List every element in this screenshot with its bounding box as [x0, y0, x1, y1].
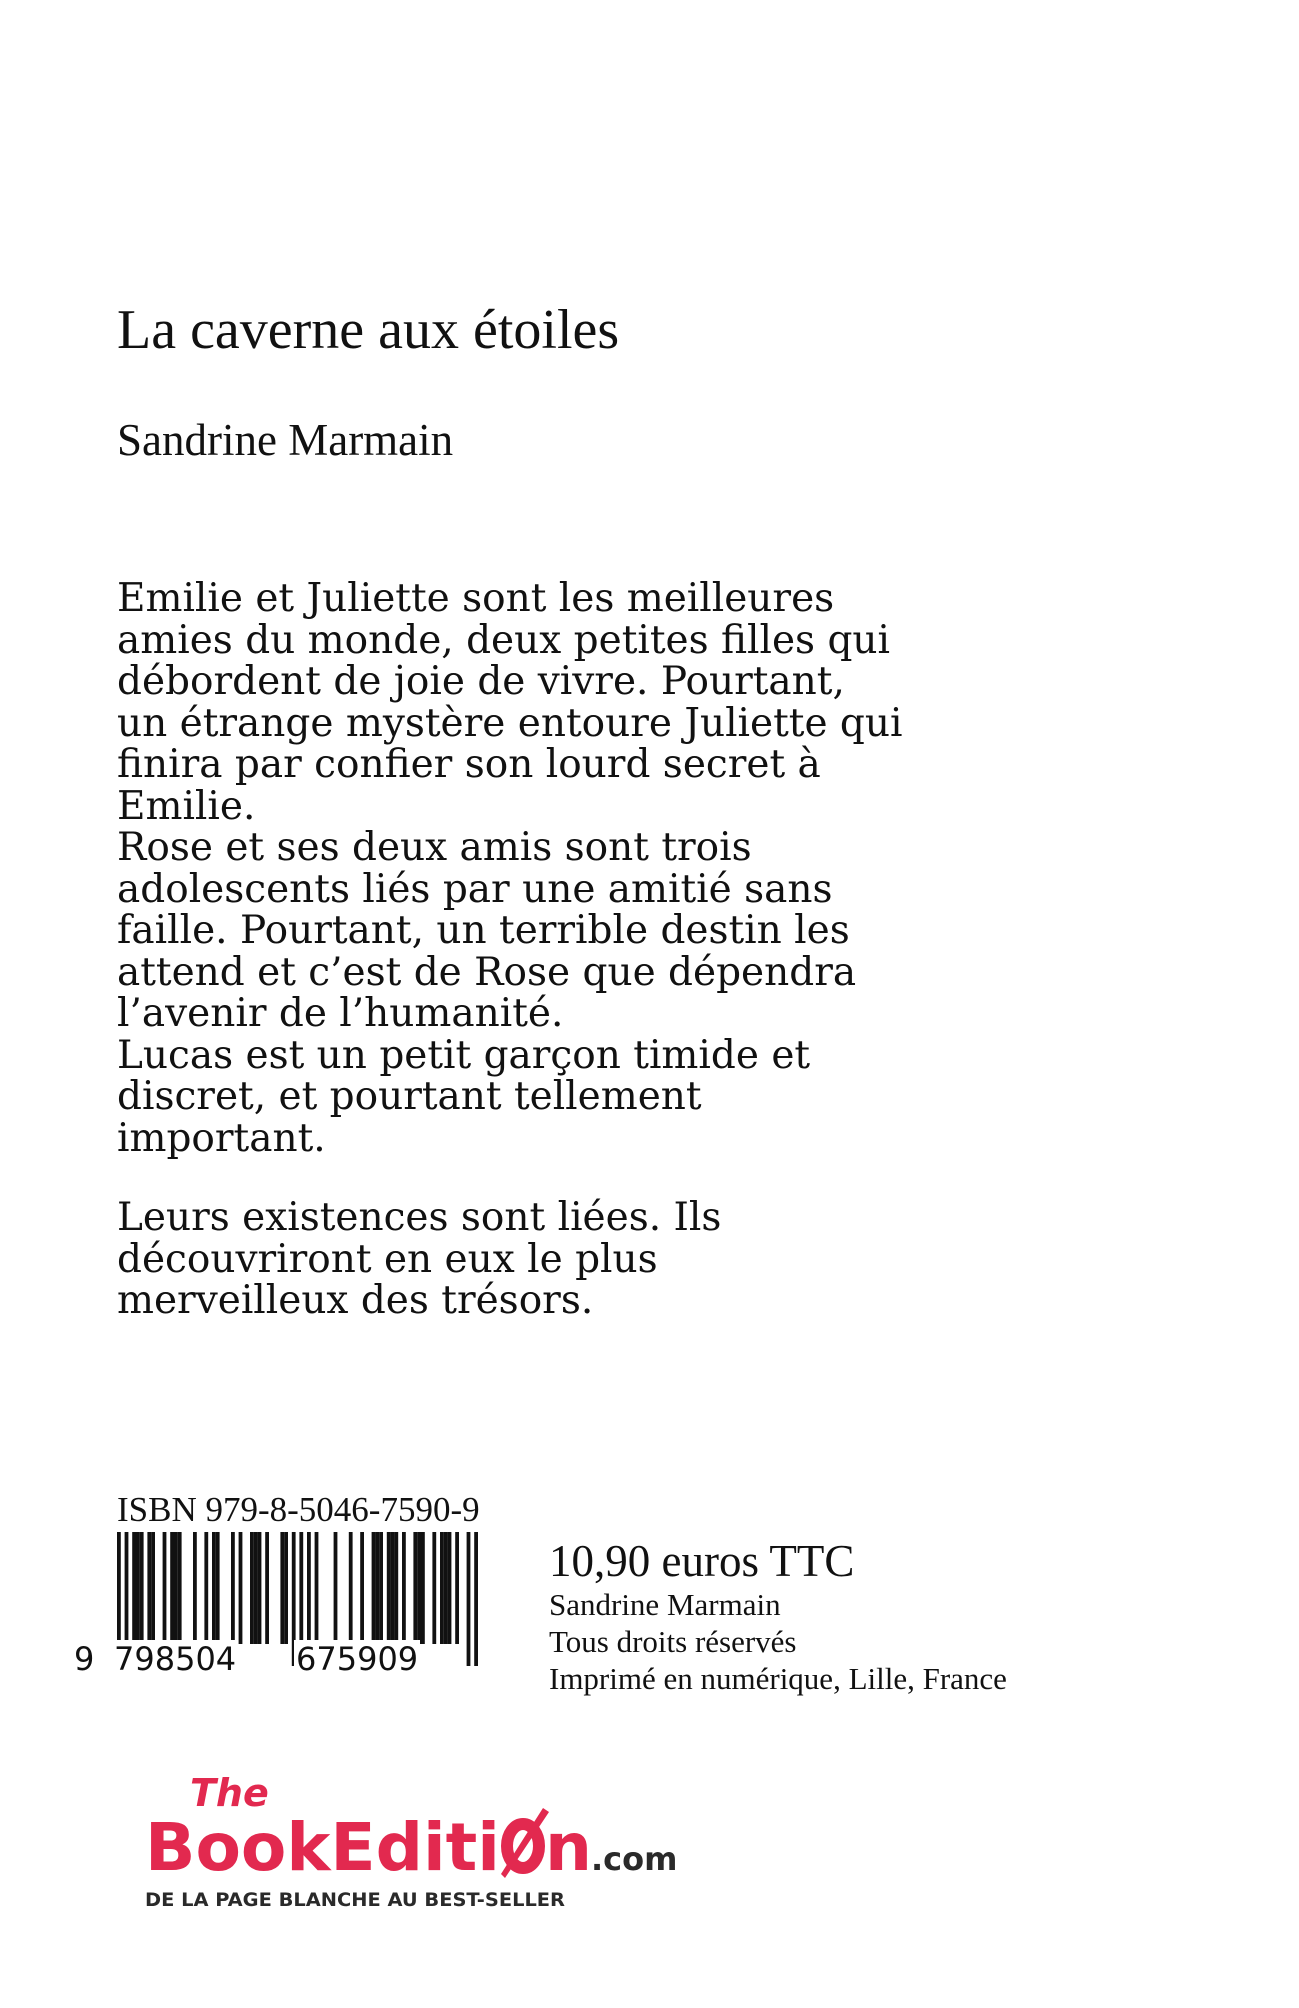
- info-author: Sandrine Marmain: [549, 1587, 781, 1622]
- barcode-bar: [387, 1532, 391, 1644]
- paragraph-gap: [117, 1159, 1117, 1197]
- barcode-bar: [402, 1532, 406, 1644]
- barcode-bar: [212, 1532, 216, 1644]
- barcode-bar: [440, 1532, 444, 1644]
- blurb-line: Rose et ses deux amis sont trois: [117, 825, 752, 870]
- barcode-bar: [204, 1532, 208, 1644]
- blurb-line: Emilie et Juliette sont les meilleures: [117, 576, 835, 621]
- blurb-line: l’avenir de l’humanité.: [117, 991, 564, 1036]
- blurb-line: important.: [117, 1115, 326, 1161]
- barcode-bar: [170, 1532, 174, 1644]
- logo-brand-left: BookEditi: [145, 1809, 500, 1886]
- barcode-bar: [193, 1532, 197, 1644]
- barcode-bar: [455, 1532, 459, 1644]
- barcode-bar: [413, 1532, 417, 1644]
- info-printed: Imprimé en numérique, Lille, France: [549, 1661, 1007, 1696]
- isbn-label: ISBN 979-8-5046-7590-9: [117, 1490, 480, 1529]
- barcode-bar: [136, 1532, 140, 1644]
- blurb-line: faille. Pourtant, un terrible destin les: [117, 908, 850, 953]
- back-cover-blurb: [117, 578, 1117, 1322]
- logo-tagline: DE LA PAGE BLANCHE AU BEST-SELLER: [145, 1889, 566, 1910]
- barcode-bar: [448, 1532, 452, 1644]
- blurb-line: attend et c’est de Rose que dépendra: [117, 949, 857, 995]
- logo-brand-right: n: [545, 1809, 592, 1886]
- ean-left-group: 798504: [114, 1640, 237, 1678]
- logo-domain: .com: [591, 1840, 678, 1878]
- barcode-bar: [375, 1532, 379, 1644]
- barcode-bar: [265, 1532, 269, 1644]
- barcode-bar: [315, 1532, 319, 1644]
- book-author: Sandrine Marmain: [117, 415, 454, 465]
- publication-info: [549, 1536, 1007, 1697]
- barcode-bar: [250, 1532, 254, 1644]
- barcode-bar: [467, 1532, 471, 1666]
- blurb-line: adolescents liés par une amitié sans: [117, 866, 833, 912]
- barcode-bar: [216, 1532, 220, 1644]
- blurb-line: discret, et pourtant tellement: [117, 1074, 702, 1119]
- barcode-bar: [151, 1532, 155, 1644]
- blurb-line: un étrange mystère entoure Juliette qui: [117, 700, 903, 746]
- barcode-bar: [280, 1532, 284, 1644]
- blurb-line: Lucas est un petit garçon timide et: [117, 1032, 811, 1078]
- ean-right-group: 675909: [296, 1640, 419, 1678]
- info-rights: Tous droits réservés: [549, 1624, 797, 1659]
- barcode-bar: [307, 1532, 311, 1644]
- barcode-bar: [474, 1532, 478, 1666]
- barcode-bar: [178, 1532, 182, 1644]
- blurb-line: Leurs existences sont liées. Ils: [117, 1195, 722, 1240]
- blurb-line: finira par confier son lourd secret à: [117, 742, 821, 787]
- barcode-bar: [444, 1532, 448, 1644]
- blurb-line: découvriront en eux le plus: [117, 1236, 658, 1282]
- quill-o-icon: [501, 1808, 549, 1878]
- barcode-bar: [391, 1532, 395, 1644]
- barcode-bar: [372, 1532, 376, 1644]
- blurb-line: débordent de joie de vivre. Pourtant,: [117, 659, 845, 704]
- ean-first-digit: 9: [74, 1640, 95, 1678]
- barcode-bar: [231, 1532, 235, 1644]
- blurb-line: amies du monde, deux petites filles qui: [117, 617, 891, 663]
- barcode-bar: [174, 1532, 178, 1644]
- barcode-bar: [394, 1532, 398, 1644]
- price: 10,90 euros TTC: [549, 1536, 855, 1586]
- barcode-bar: [432, 1532, 436, 1644]
- barcode-bar: [360, 1532, 364, 1644]
- book-title: La caverne aux étoiles: [117, 299, 620, 361]
- barcode-bar: [163, 1532, 167, 1644]
- barcode-bar: [284, 1532, 288, 1644]
- barcode-bar: [334, 1532, 338, 1644]
- barcode-bar: [349, 1532, 353, 1644]
- barcode-bar: [132, 1532, 136, 1644]
- barcode-bar: [417, 1532, 421, 1644]
- logo-the: The: [190, 1771, 269, 1815]
- bookedition-logo: [145, 1760, 705, 1910]
- publisher-logo: [145, 1760, 705, 1910]
- barcode-bar: [258, 1532, 262, 1644]
- barcode-bar: [254, 1532, 258, 1644]
- barcode-bar: [421, 1532, 425, 1644]
- blurb-line: merveilleux des trésors.: [117, 1278, 594, 1323]
- barcode-bar: [239, 1532, 243, 1644]
- barcode-bar: [147, 1532, 151, 1644]
- barcode-bar: [140, 1532, 144, 1644]
- blurb-line: Emilie.: [117, 783, 256, 829]
- barcode-bar: [379, 1532, 383, 1644]
